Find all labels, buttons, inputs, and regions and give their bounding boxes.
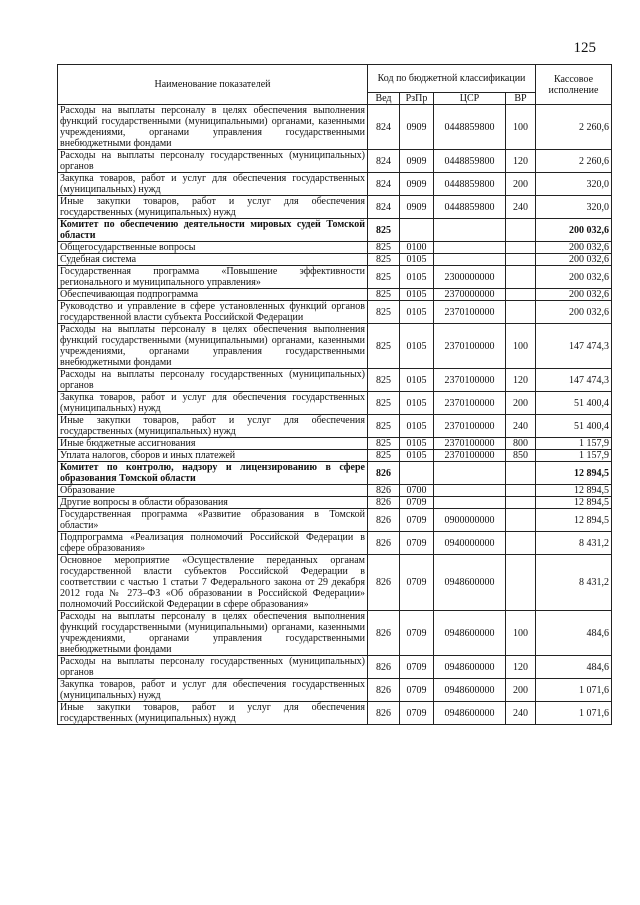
cell-name: Общегосударственные вопросы bbox=[58, 242, 368, 254]
cell-name: Другие вопросы в области образования bbox=[58, 497, 368, 509]
cell-vr bbox=[506, 219, 536, 242]
table-row bbox=[58, 679, 612, 702]
header-ved: Вед bbox=[368, 93, 400, 105]
cell-amount: 1 071,6 bbox=[536, 679, 612, 702]
cell-amount: 12 894,5 bbox=[536, 462, 612, 485]
cell-vr: 240 bbox=[506, 702, 536, 725]
cell-csr: 0448859800 bbox=[434, 196, 506, 219]
cell-rzpr: 0105 bbox=[400, 392, 434, 415]
cell-vr bbox=[506, 301, 536, 324]
cell-rzpr bbox=[400, 219, 434, 242]
cell-rzpr: 0105 bbox=[400, 289, 434, 301]
cell-vr: 850 bbox=[506, 450, 536, 462]
cell-name: Иные закупки товаров, работ и услуг для обеспечения государственных (муниципальных) нужд bbox=[58, 702, 368, 725]
cell-ved: 825 bbox=[368, 289, 400, 301]
cell-csr bbox=[434, 497, 506, 509]
cell-csr: 0448859800 bbox=[434, 173, 506, 196]
cell-vr: 100 bbox=[506, 105, 536, 150]
cell-vr: 120 bbox=[506, 656, 536, 679]
cell-name: Расходы на выплаты персоналу в целях обеспечения выполнения функций государственными (муниципальными) органами, казенными учреждениями, органами управления государственными внебюджетными фондами bbox=[58, 324, 368, 369]
cell-vr bbox=[506, 462, 536, 485]
cell-amount: 320,0 bbox=[536, 196, 612, 219]
cell-ved: 826 bbox=[368, 497, 400, 509]
cell-amount: 200 032,6 bbox=[536, 301, 612, 324]
cell-rzpr: 0709 bbox=[400, 679, 434, 702]
table-row bbox=[58, 438, 612, 450]
cell-rzpr: 0105 bbox=[400, 301, 434, 324]
table-row bbox=[58, 555, 612, 611]
cell-csr bbox=[434, 254, 506, 266]
cell-ved: 826 bbox=[368, 462, 400, 485]
cell-csr: 2370100000 bbox=[434, 415, 506, 438]
cell-name: Иные закупки товаров, работ и услуг для обеспечения государственных (муниципальных) нужд bbox=[58, 415, 368, 438]
cell-ved: 826 bbox=[368, 656, 400, 679]
cell-name: Судебная система bbox=[58, 254, 368, 266]
cell-rzpr: 0709 bbox=[400, 555, 434, 611]
cell-vr bbox=[506, 555, 536, 611]
cell-vr bbox=[506, 509, 536, 532]
table-row bbox=[58, 702, 612, 725]
cell-csr: 0948600000 bbox=[434, 702, 506, 725]
cell-name: Расходы на выплаты персоналу государственных (муниципальных) органов bbox=[58, 656, 368, 679]
cell-vr bbox=[506, 289, 536, 301]
cell-amount: 484,6 bbox=[536, 656, 612, 679]
cell-rzpr: 0709 bbox=[400, 497, 434, 509]
cell-amount: 147 474,3 bbox=[536, 369, 612, 392]
cell-ved: 824 bbox=[368, 173, 400, 196]
cell-rzpr: 0709 bbox=[400, 702, 434, 725]
cell-ved: 826 bbox=[368, 702, 400, 725]
cell-name: Иные закупки товаров, работ и услуг для обеспечения государственных (муниципальных) нужд bbox=[58, 196, 368, 219]
cell-amount: 12 894,5 bbox=[536, 485, 612, 497]
cell-csr: 0948600000 bbox=[434, 555, 506, 611]
cell-vr: 100 bbox=[506, 611, 536, 656]
table-row bbox=[58, 509, 612, 532]
cell-amount: 12 894,5 bbox=[536, 509, 612, 532]
cell-ved: 824 bbox=[368, 105, 400, 150]
cell-ved: 825 bbox=[368, 219, 400, 242]
cell-rzpr: 0105 bbox=[400, 254, 434, 266]
cell-csr: 0900000000 bbox=[434, 509, 506, 532]
cell-rzpr: 0909 bbox=[400, 196, 434, 219]
cell-csr bbox=[434, 219, 506, 242]
table-row bbox=[58, 656, 612, 679]
cell-name: Уплата налогов, сборов и иных платежей bbox=[58, 450, 368, 462]
cell-vr: 240 bbox=[506, 196, 536, 219]
cell-name: Государственная программа «Повышение эффективности регионального и муниципального управления» bbox=[58, 266, 368, 289]
cell-amount: 8 431,2 bbox=[536, 532, 612, 555]
cell-vr: 200 bbox=[506, 173, 536, 196]
cell-name: Основное мероприятие «Осуществление переданных органам государственной власти субъектов Российской Федерации в соответствии с частью 1 статьи 7 Федерального закона от 29 декабря 2012 года № 273–ФЗ «Об образовании в Российской Федерации» полномочий Российской Федерации в сфере образования» bbox=[58, 555, 368, 611]
cell-csr bbox=[434, 485, 506, 497]
cell-rzpr: 0100 bbox=[400, 242, 434, 254]
cell-name: Закупка товаров, работ и услуг для обеспечения государственных (муниципальных) нужд bbox=[58, 679, 368, 702]
cell-amount: 1 071,6 bbox=[536, 702, 612, 725]
cell-csr: 2300000000 bbox=[434, 266, 506, 289]
cell-ved: 824 bbox=[368, 150, 400, 173]
cell-rzpr: 0105 bbox=[400, 450, 434, 462]
cell-ved: 826 bbox=[368, 532, 400, 555]
header-vr: ВР bbox=[506, 93, 536, 105]
table-row bbox=[58, 289, 612, 301]
table-row bbox=[58, 392, 612, 415]
table-row bbox=[58, 485, 612, 497]
cell-rzpr: 0909 bbox=[400, 105, 434, 150]
cell-csr: 0448859800 bbox=[434, 105, 506, 150]
cell-csr: 2370100000 bbox=[434, 392, 506, 415]
cell-vr: 240 bbox=[506, 415, 536, 438]
cell-vr bbox=[506, 497, 536, 509]
cell-ved: 825 bbox=[368, 438, 400, 450]
cell-vr: 120 bbox=[506, 150, 536, 173]
cell-amount: 200 032,6 bbox=[536, 242, 612, 254]
cell-name: Обеспечивающая подпрограмма bbox=[58, 289, 368, 301]
cell-ved: 826 bbox=[368, 485, 400, 497]
cell-ved: 825 bbox=[368, 450, 400, 462]
cell-vr: 200 bbox=[506, 392, 536, 415]
cell-name: Руководство и управление в сфере установленных функций органов государственной власти субъекта Российской Федерации bbox=[58, 301, 368, 324]
cell-ved: 825 bbox=[368, 392, 400, 415]
header-name: Наименование показателей bbox=[58, 65, 368, 105]
cell-amount: 320,0 bbox=[536, 173, 612, 196]
cell-rzpr: 0105 bbox=[400, 415, 434, 438]
cell-vr: 100 bbox=[506, 324, 536, 369]
table-row bbox=[58, 196, 612, 219]
cell-ved: 825 bbox=[368, 242, 400, 254]
table-row bbox=[58, 301, 612, 324]
cell-ved: 825 bbox=[368, 266, 400, 289]
cell-ved: 826 bbox=[368, 555, 400, 611]
cell-rzpr: 0709 bbox=[400, 509, 434, 532]
table-row bbox=[58, 254, 612, 266]
table-row bbox=[58, 462, 612, 485]
cell-name: Расходы на выплаты персоналу в целях обеспечения выполнения функций государственными (муниципальными) органами, казенными учреждениями, органами управления государственными внебюджетными фондами bbox=[58, 105, 368, 150]
cell-amount: 51 400,4 bbox=[536, 415, 612, 438]
cell-rzpr: 0105 bbox=[400, 266, 434, 289]
cell-name: Комитет по обеспечению деятельности мировых судей Томской области bbox=[58, 219, 368, 242]
cell-vr bbox=[506, 266, 536, 289]
cell-rzpr: 0709 bbox=[400, 656, 434, 679]
cell-name: Образование bbox=[58, 485, 368, 497]
cell-amount: 51 400,4 bbox=[536, 392, 612, 415]
table-row bbox=[58, 219, 612, 242]
cell-csr: 0940000000 bbox=[434, 532, 506, 555]
cell-name: Расходы на выплаты персоналу в целях обеспечения выполнения функций государственными (муниципальными) органами, казенными учреждениями, органами управления государственными внебюджетными фондами bbox=[58, 611, 368, 656]
cell-ved: 825 bbox=[368, 415, 400, 438]
cell-name: Расходы на выплаты персоналу государственных (муниципальных) органов bbox=[58, 369, 368, 392]
cell-csr: 2370100000 bbox=[434, 450, 506, 462]
header-csr: ЦСР bbox=[434, 93, 506, 105]
cell-csr: 2370100000 bbox=[434, 438, 506, 450]
header-rzpr: РзПр bbox=[400, 93, 434, 105]
cell-name: Закупка товаров, работ и услуг для обеспечения государственных (муниципальных) нужд bbox=[58, 173, 368, 196]
cell-csr bbox=[434, 462, 506, 485]
cell-rzpr: 0105 bbox=[400, 324, 434, 369]
cell-csr: 2370100000 bbox=[434, 301, 506, 324]
cell-ved: 825 bbox=[368, 324, 400, 369]
cell-amount: 2 260,6 bbox=[536, 105, 612, 150]
page-number: 125 bbox=[573, 40, 596, 56]
cell-ved: 825 bbox=[368, 254, 400, 266]
cell-ved: 825 bbox=[368, 301, 400, 324]
table-row bbox=[58, 532, 612, 555]
cell-name: Подпрограмма «Реализация полномочий Российской Федерации в сфере образования» bbox=[58, 532, 368, 555]
cell-csr: 2370000000 bbox=[434, 289, 506, 301]
cell-csr: 2370100000 bbox=[434, 324, 506, 369]
cell-amount: 1 157,9 bbox=[536, 438, 612, 450]
table-row bbox=[58, 611, 612, 656]
table-row bbox=[58, 369, 612, 392]
cell-rzpr bbox=[400, 462, 434, 485]
table-row bbox=[58, 450, 612, 462]
cell-csr: 0448859800 bbox=[434, 150, 506, 173]
cell-amount: 200 032,6 bbox=[536, 289, 612, 301]
table-row bbox=[58, 242, 612, 254]
table-row bbox=[58, 497, 612, 509]
cell-vr bbox=[506, 485, 536, 497]
cell-ved: 826 bbox=[368, 611, 400, 656]
cell-ved: 826 bbox=[368, 509, 400, 532]
header-amount: Кассовое исполнение bbox=[536, 65, 612, 105]
header-code: Код по бюджетной классификации bbox=[368, 65, 536, 93]
table-row bbox=[58, 415, 612, 438]
cell-rzpr: 0709 bbox=[400, 611, 434, 656]
cell-vr bbox=[506, 254, 536, 266]
table-row bbox=[58, 150, 612, 173]
cell-ved: 826 bbox=[368, 679, 400, 702]
cell-amount: 200 032,6 bbox=[536, 266, 612, 289]
cell-name: Комитет по контролю, надзору и лицензированию в сфере образования Томской области bbox=[58, 462, 368, 485]
cell-rzpr: 0909 bbox=[400, 150, 434, 173]
cell-name: Иные бюджетные ассигнования bbox=[58, 438, 368, 450]
cell-rzpr: 0105 bbox=[400, 369, 434, 392]
cell-csr: 0948600000 bbox=[434, 679, 506, 702]
cell-vr: 120 bbox=[506, 369, 536, 392]
cell-amount: 2 260,6 bbox=[536, 150, 612, 173]
cell-csr: 0948600000 bbox=[434, 611, 506, 656]
cell-amount: 200 032,6 bbox=[536, 219, 612, 242]
table-row bbox=[58, 266, 612, 289]
cell-ved: 824 bbox=[368, 196, 400, 219]
table-row bbox=[58, 173, 612, 196]
cell-rzpr: 0700 bbox=[400, 485, 434, 497]
cell-csr bbox=[434, 242, 506, 254]
cell-vr: 800 bbox=[506, 438, 536, 450]
cell-rzpr: 0709 bbox=[400, 532, 434, 555]
table-row bbox=[58, 324, 612, 369]
budget-table bbox=[57, 64, 612, 725]
table-row bbox=[58, 105, 612, 150]
cell-vr bbox=[506, 532, 536, 555]
cell-amount: 200 032,6 bbox=[536, 254, 612, 266]
cell-rzpr: 0909 bbox=[400, 173, 434, 196]
cell-amount: 12 894,5 bbox=[536, 497, 612, 509]
table-body bbox=[58, 105, 612, 725]
cell-vr: 200 bbox=[506, 679, 536, 702]
cell-rzpr: 0105 bbox=[400, 438, 434, 450]
cell-vr bbox=[506, 242, 536, 254]
cell-amount: 147 474,3 bbox=[536, 324, 612, 369]
cell-ved: 825 bbox=[368, 369, 400, 392]
cell-name: Расходы на выплаты персоналу государственных (муниципальных) органов bbox=[58, 150, 368, 173]
cell-csr: 2370100000 bbox=[434, 369, 506, 392]
cell-amount: 484,6 bbox=[536, 611, 612, 656]
cell-amount: 1 157,9 bbox=[536, 450, 612, 462]
cell-name: Государственная программа «Развитие образования в Томской области» bbox=[58, 509, 368, 532]
cell-csr: 0948600000 bbox=[434, 656, 506, 679]
cell-amount: 8 431,2 bbox=[536, 555, 612, 611]
cell-name: Закупка товаров, работ и услуг для обеспечения государственных (муниципальных) нужд bbox=[58, 392, 368, 415]
